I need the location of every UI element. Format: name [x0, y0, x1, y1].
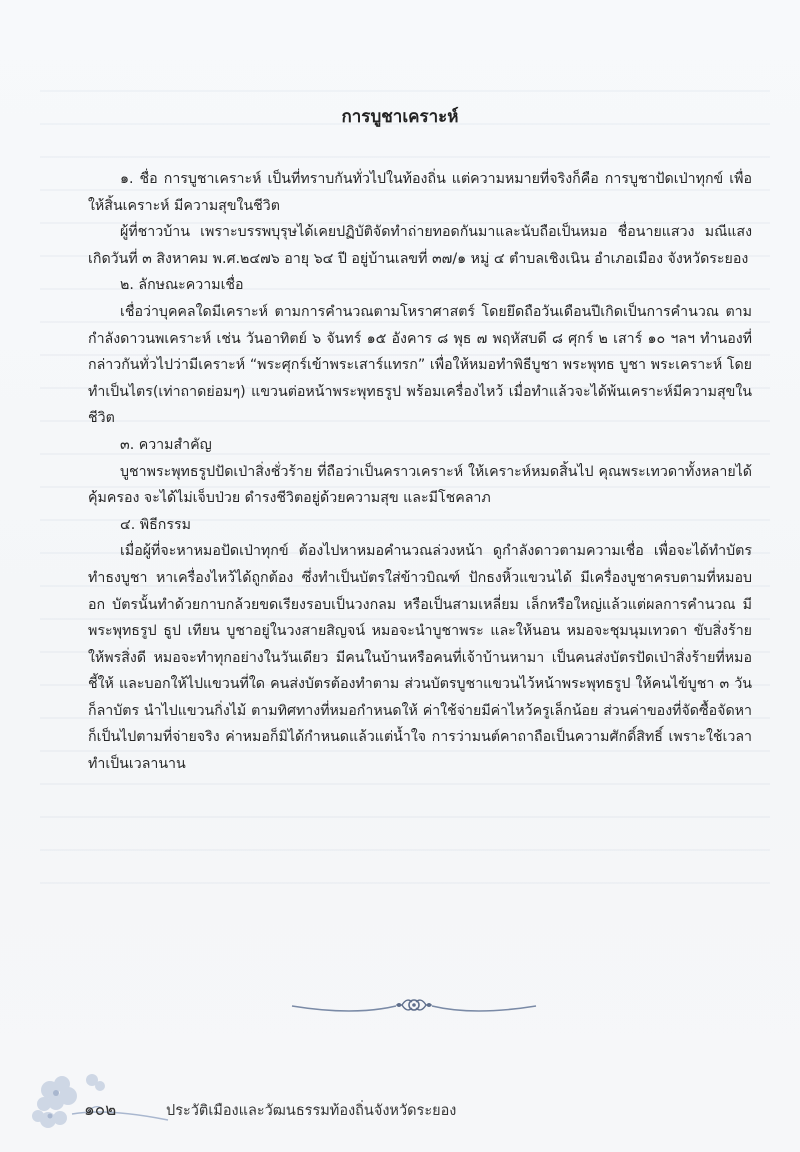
paragraph-importance: บูชาพระพุทธรูปปัดเป่าสิ่งชั่วร้าย ที่ถือว่าเป็นคราวเคราะห์ ให้เคราะห์หมดสิ้นไป คุณพระเทวดาทั้งหลายได้คุ้มครอง จะได้ไม่เจ็บป่วย ดำรงชีวิตอยู่ด้วยความสุข และมีโชคลาภ: [88, 463, 752, 507]
section-heading-ritual: ๔. พิธีกรรม: [120, 516, 191, 533]
page-title: การบูชาเคราะห์: [341, 107, 459, 127]
paragraph-practitioner: ผู้ที่ชาวบ้าน เพราะบรรพบุรุษได้เคยปฏิบัติจัดทำถ่ายทอดกันมาและนับถือเป็นหมอ ชื่อนายแสวง มณีแสง เกิดวันที่ ๓ สิงหาคม พ.ศ.๒๔๗๖ อายุ ๖๔ ปี อยู่บ้านเลขที่ ๓๗/๑ หมู่ ๔ ตำบลเชิงเนิน อำเภอเมือง จังหวัดระยอง: [88, 224, 752, 267]
paragraph-belief: เชื่อว่าบุคคลใดมีเคราะห์ ตามการคำนวณตามโหราศาสตร์ โดยยึดถือวันเดือนปีเกิดเป็นการคำนวณ ตามกำลังดาวนพเคราะห์ เช่น วันอาทิตย์ ๖ จันทร์ ๑๕ อังคาร ๘ พุธ ๗ พฤหัสบดี ๘ ศุกร์ ๒ เสาร์ ๑๐ ฯลฯ ทำนองที่กล่าวกันทั่วไปว่ามีเคราะห์ “พระศุกร์เข้าพระเสาร์แทรก” เพื่อให้หมอทำพิธีบูชา พระพุทธ บูชา พระเคราะห์ โดยทำเป็นไตร(เท่าถาดย่อมๆ) แขวนต่อหน้าพระพุทธรูป พร้อมเครื่องไหว้ เมื่อทำแล้วจะได้พ้นเคราะห์มีความสุขในชีวิต: [88, 303, 752, 427]
paragraph-name: ๑. ชื่อ การบูชาเคราะห์ เป็นที่ทราบกันทั่วไปในท้องถิ่น แต่ความหมายที่จริงก็คือ การบูชาปัดเป่าทุกข์ เพื่อให้สิ้นเคราะห์ มีความสุขในชีวิต: [88, 171, 752, 214]
section-heading-importance: ๓. ความสำคัญ: [120, 436, 212, 453]
book-title: ประวัติเมืองและวัฒนธรรมท้องถิ่นจังหวัดระยอง: [166, 1103, 457, 1119]
divider-ornament-icon: [284, 990, 544, 1020]
paragraph-ritual: เมื่อผู้ที่จะหาหมอปัดเป่าทุกข์ ต้องไปหาหมอคำนวณล่วงหน้า ดูกำลังดาวตามความเชื่อ เพื่อจะได้ทำบัตร ทำธงบูชา หาเครื่องไหว้ได้ถูกต้อง ซึ่งทำเป็นบัตรใส่ข้าวบิณฑ์ ปักธงหิ้วแขวนได้ มีเครื่องบูชาครบตามที่หมอบอก บัตรนั้นทำด้วยกาบกล้วยขดเรียงรอบเป็นวงกลม หรือเป็นสามเหลี่ยม เล็กหรือใหญ่แล้วแต่ผลการคำนวณ มีพระพุทธรูป ธูป เทียน บูชาอยู่ในวงสายสิญจน์ หมอจะนำบูชาพระ และให้นอน หมอจะชุมนุมเทวดา ขับสิ่งร้ายให้พรสิ่งดี หมอจะทำทุกอย่างในวันเดียว มีคนในบ้านหรือคนที่เจ้าบ้านหามา เป็นคนส่งบัตรปัดเป่าสิ่งร้ายที่หมอชี้ให้ และบอกให้ไปแขวนที่ใด คนส่งบัตรต้องทำตาม ส่วนบัตรบูชาแขวนไว้หน้าพระพุทธรูป ให้คนไข้บูชา ๓ วัน ก็ลาบัตร นำไปแขวนกิ่งไม้ ตามทิศทางที่หมอกำหนดให้ ค่าใช้จ่ายมีค่าไหว้ครูเล็กน้อย ส่วนค่าของที่จัดซื้อจัดหาก็เป็นไปตามที่จ่ายจริง ค่าหมอก็มิได้กำหนดแล้วแต่น้ำใจ การว่ามนต์คาถาถือเป็นความศักดิ์สิทธิ์ เพราะใช้เวลาทำเป็นเวลานาน: [88, 543, 752, 773]
section-heading-belief: ๒. ลักษณะความเชื่อ: [120, 277, 244, 294]
page-number: ๑๐๒: [84, 1100, 117, 1120]
body-text: [88, 166, 752, 778]
